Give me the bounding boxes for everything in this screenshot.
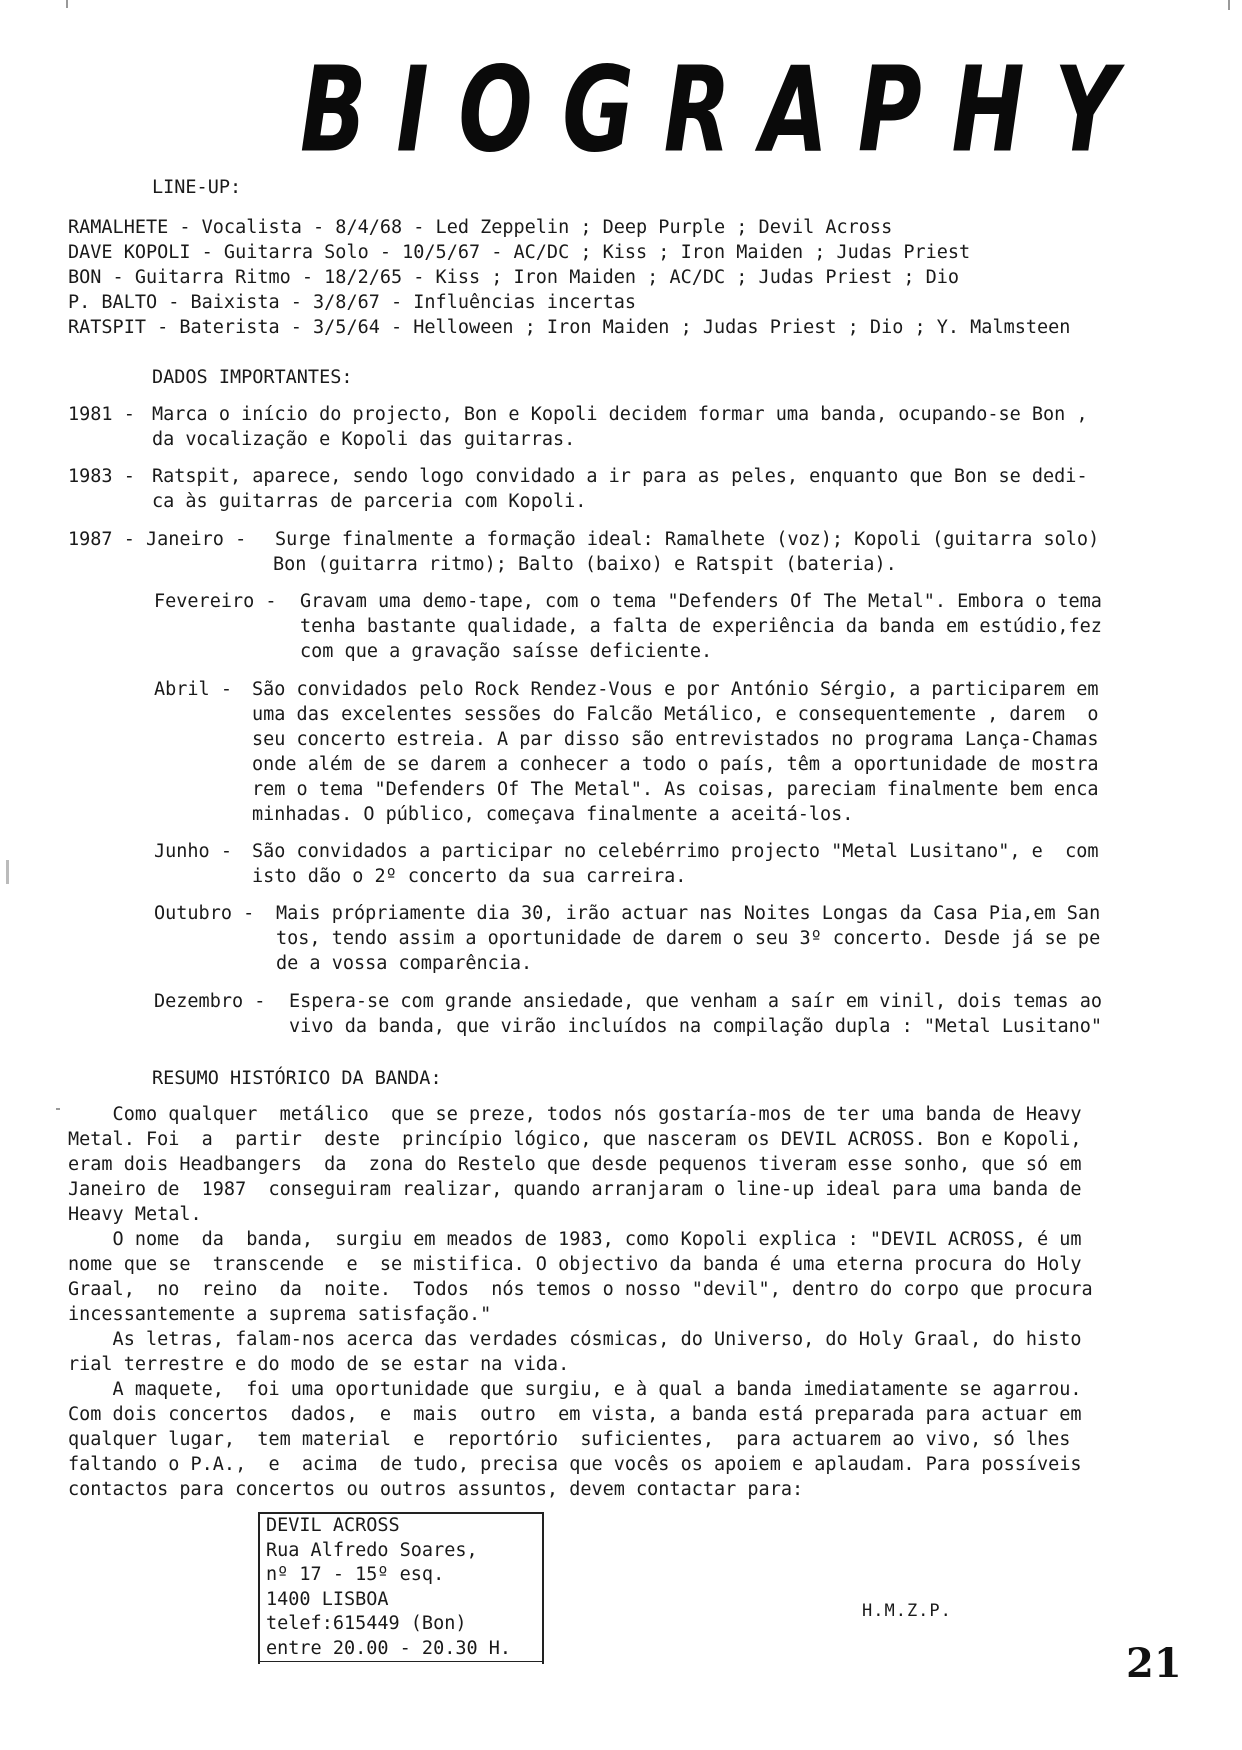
lineup-item: RATSPIT - Baterista - 3/5/64 - Helloween ; Iron Maiden ; Judas Priest ; Dio ; Y. Malmsteen [68,317,1071,338]
lineup-item: RAMALHETE - Vocalista - 8/4/68 - Led Zeppelin ; Deep Purple ; Devil Across [68,217,893,238]
paragraph-line: eram dois Headbangers da zona do Restelo que desde pequenos tiveram esse sonho, que só em [68,1154,1082,1175]
scan-mark [1228,0,1230,10]
scan-mark [56,1108,60,1110]
paragraph-line: Com dois concertos dados, e mais outro em vista, a banda está preparada para actuar em [68,1404,1082,1425]
address-line: 1400 LISBOA [266,1588,389,1610]
resumo-paragraph-2 [68,1227,1193,1327]
timeline-line: ca às guitarras de parceria com Kopoli. [152,491,587,512]
timeline-line: Espera-se com grande ansiedade, que venham a saír em vinil, dois temas ao [289,991,1103,1012]
lineup-item: BON - Guitarra Ritmo - 18/2/65 - Kiss ; Iron Maiden ; AC/DC ; Judas Priest ; Dio [68,267,960,288]
paragraph-line: Metal. Foi a partir deste princípio lógico, que nasceram os DEVIL ACROSS. Bon e Kopoli, [68,1129,1082,1150]
resumo-paragraph-1 [68,1102,1193,1227]
lineup-heading: LINE-UP: [152,177,242,198]
paragraph-line: Graal, no reino da noite. Todos nós temos o nosso "devil", dentro do corpo que procura [68,1279,1093,1300]
timeline-label: Junho - [154,841,244,862]
paragraph-line: faltando o P.A., e acima de tudo, precisa que vocês os apoiem e aplaudam. Para possíveis [68,1454,1082,1475]
address-line: DEVIL ACROSS [266,1515,400,1536]
lineup-list [68,215,1070,340]
timeline-line: vivo da banda, que virão incluídos na compilação dupla : "Metal Lusitano" [289,1016,1103,1037]
scan-mark [6,860,9,884]
paragraph-line: A maquete, foi uma oportunidade que surgiu, e à qual a banda imediatamente se agarrou. [68,1379,1082,1400]
resumo-heading: RESUMO HISTÓRICO DA BANDA: [152,1068,442,1089]
paragraph-line: O nome da banda, surgiu em meados de 1983, como Kopoli explica : "DEVIL ACROSS, é um [68,1229,1082,1250]
resumo-paragraph-4 [68,1377,1193,1502]
timeline-label: 1983 - [68,466,146,487]
timeline-line: com que a gravação saísse deficiente. [300,641,713,662]
timeline-line: Mais própriamente dia 30, irão actuar nas Noites Longas da Casa Pia,em San [276,903,1101,924]
timeline-label: Dezembro - [154,991,277,1012]
timeline-line: Surge finalmente a formação ideal: Ramalhete (voz); Kopoli (guitarra solo) [275,529,1100,550]
timeline-line: rem o tema "Defenders Of The Metal". As coisas, pareciam finalmente bem enca [252,779,1099,800]
page-title: BIOGRAPHY [300,42,1148,180]
timeline-line: tenha bastante qualidade, a falta de experiência da banda em estúdio,fez [300,616,1102,637]
paragraph-line: contactos para concertos ou outros assuntos, devem contactar para: [68,1479,804,1500]
timeline-line: tos, tendo assim a oportunidade de darem o seu 3º concerto. Desde já se pe [276,928,1101,949]
timeline-line: São convidados pelo Rock Rendez-Vous e por António Sérgio, a participarem em [252,679,1099,700]
lineup-item: DAVE KOPOLI - Guitarra Solo - 10/5/67 - AC/DC ; Kiss ; Iron Maiden ; Judas Priest [68,242,971,263]
paragraph-line: As letras, falam-nos acerca das verdades cósmicas, do Universo, do Holy Graal, do histo [68,1329,1082,1350]
paragraph-line: Como qualquer metálico que se preze, todos nós gostaría-mos de ter uma banda de Heavy [68,1104,1082,1125]
timeline-line: Bon (guitarra ritmo); Balto (baixo) e Ratspit (bateria). [273,554,897,575]
timeline-line: isto dão o 2º concerto da sua carreira. [252,866,687,887]
dados-heading: DADOS IMPORTANTES: [152,367,353,388]
timeline-line: São convidados a participar no celebérrimo projecto "Metal Lusitano", e com [252,841,1099,862]
timeline-line: Ratspit, aparece, sendo logo convidado a ir para as peles, enquanto que Bon se dedi- [152,466,1088,487]
paragraph-line: rial terrestre e do modo de se estar na vida. [68,1354,570,1375]
author-signature: H.M.Z.P. [862,1601,952,1621]
timeline-line: de a vossa comparência. [276,953,533,974]
resumo-paragraph-3 [68,1327,1193,1377]
address-line: telef:615449 (Bon) [266,1613,467,1634]
timeline-line: Marca o início do projecto, Bon e Kopoli decidem formar uma banda, ocupando-se Bon , [152,404,1088,425]
timeline-line: minhadas. O público, começava finalmente a aceitá-los. [252,804,854,825]
timeline-line: onde além de se darem a conhecer a todo o país, têm a oportunidade de mostra [252,754,1099,775]
contact-address-box [258,1512,544,1664]
paragraph-line: Janeiro de 1987 conseguiram realizar, quando arranjaram o line-up ideal para uma banda de [68,1179,1082,1200]
timeline-label: Outubro - [154,903,266,924]
paragraph-line: nome que se transcende e se mistifica. O objectivo da banda é uma eterna procura do Holy [68,1254,1082,1275]
address-line: nº 17 - 15º esq. [266,1564,445,1585]
timeline-label: Fevereiro - [154,591,288,612]
timeline-line: uma das excelentes sessões do Falcão Metálico, e consequentemente , darem o [252,704,1099,725]
timeline-line: seu concerto estreia. A par disso são entrevistados no programa Lança-Chamas [252,729,1099,750]
timeline-line: da vocalização e Kopoli das guitarras. [152,429,576,450]
timeline-label: Abril - [154,679,244,700]
paragraph-line: incessantemente a suprema satisfação." [68,1304,492,1325]
paragraph-line: Heavy Metal. [68,1204,202,1225]
timeline-label: 1987 - Janeiro - [68,529,258,550]
page-number: 21 [1126,1640,1182,1687]
timeline-line: Gravam uma demo-tape, com o tema "Defenders Of The Metal". Embora o tema [300,591,1102,612]
address-line: Rua Alfredo Soares, [266,1539,478,1561]
address-line: entre 20.00 - 20.30 H. [260,1637,542,1663]
scan-mark [66,0,68,8]
lineup-item: P. BALTO - Baixista - 3/8/67 - Influências incertas [68,292,637,313]
paragraph-line: qualquer lugar, tem material e reportório suficientes, para actuarem ao vivo, só lhes [68,1429,1071,1450]
timeline-label: 1981 - [68,404,146,425]
